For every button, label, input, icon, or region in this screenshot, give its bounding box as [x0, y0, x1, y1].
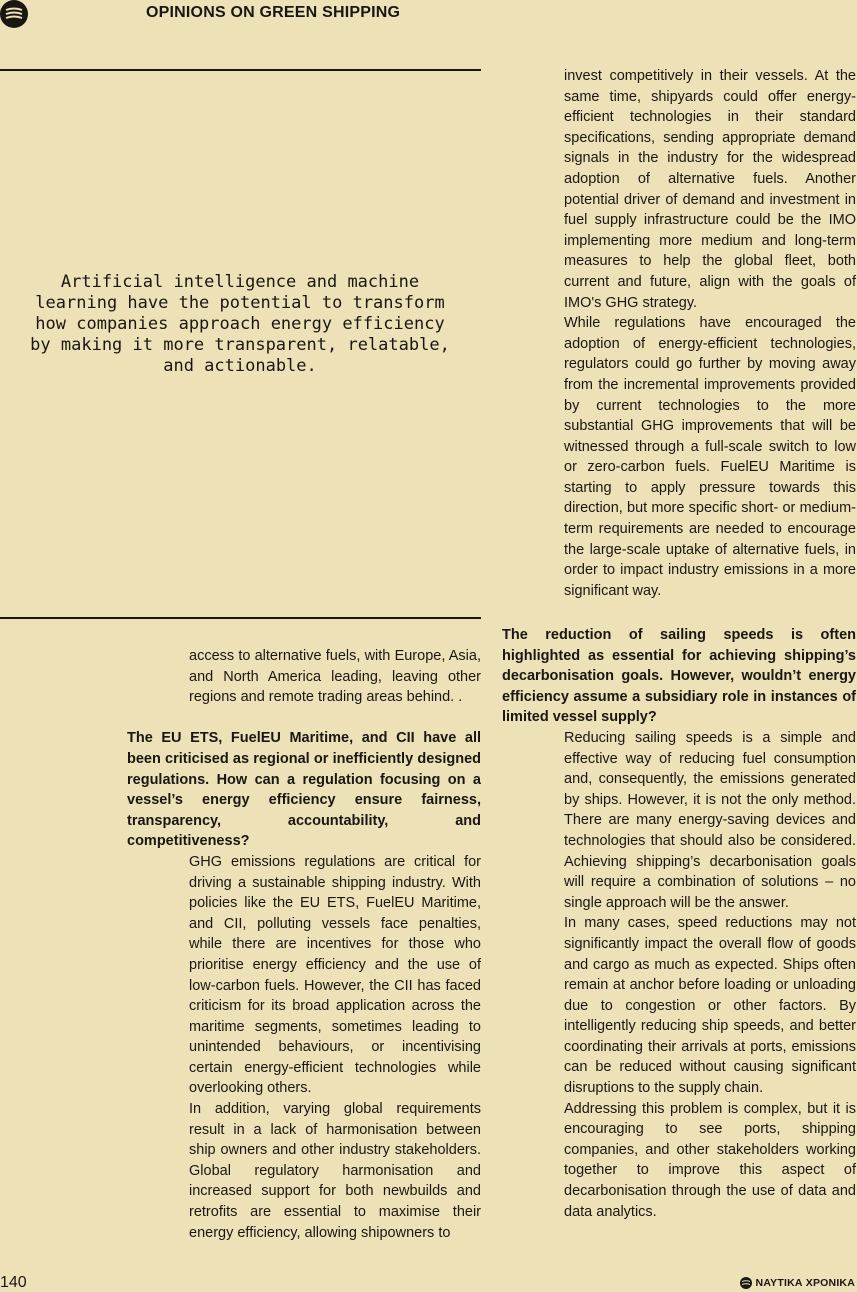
footer-brand [740, 1277, 855, 1289]
left-column [127, 646, 481, 1243]
right-paragraph-1: invest competitively in their vessels. At the same time, shipyards could offer energy-efficient technologies in their standard specifications, sending appropriate demand signals in the industry for the widespread adoption of alternative fuels. Another potential driver of demand and investment in fuel supply infrastructure could be the IMO implementing more medium and long-term measures to help the global fleet, both current and future, align with the goals of IMO's GHG strategy. [564, 68, 856, 311]
bottom-divider [0, 617, 481, 619]
right-paragraph-3: Reducing sailing speeds is a simple and effective way of reducing fuel consumption and, consequently, the emissions generated by ships. However, it is not the only method. There are many energy-saving devices and technologies that should also be considered. Achieving shipping’s decarbonisation goals will require a combination of solutions – no single approach will be the answer. [564, 729, 856, 911]
page-number: 140 [0, 1274, 27, 1291]
left-paragraph-1: access to alternative fuels, with Europe, Asia, and North America leading, leaving other regions and remote trading areas behind. . [189, 648, 481, 706]
right-column-bottom [502, 625, 856, 1222]
pullquote: Artificial intelligence and machine learning have the potential to transform how companies approach energy efficiency by making it more transparent, relatable, and actionable. [30, 272, 450, 376]
right-paragraph-2: While regulations have encouraged the adoption of energy-efficient technologies, regulators could go further by moving away from the incremental improvements provided by current technologies to the more substantial GHG improvements that will be witnessed through a full-scale switch to low or zero-carbon fuels. FuelEU Maritime is starting to apply pressure towards this direction, but more specific short- or medium-term requirements are needed to encourage the large-scale uptake of alternative fuels, in order to impact industry emissions in a more significant way. [564, 315, 856, 599]
section-title: OPINIONS ON GREEN SHIPPING [146, 4, 401, 21]
right-paragraph-5: Addressing this problem is complex, but it is encouraging to see ports, shipping companies, and other stakeholders working together to improve this aspect of decarbonisation through the use of data and data analytics. [564, 1100, 856, 1220]
top-divider [0, 69, 481, 71]
right-column-top [564, 66, 856, 601]
left-paragraph-3: In addition, varying global requirements result in a lack of harmonisation between ship owners and other industry stakeholders. Global regulatory harmonisation and increased support for both newbuilds and retrofits are essential to maximise their energy efficiency, allowing shipowners to [189, 1101, 481, 1241]
publication-logo-icon [0, 0, 28, 28]
right-paragraph-4: In many cases, speed reductions may not significantly impact the overall flow of goods and cargo as much as expected. Ships often remain at anchor before loading or unloading due to congestion or other factors. By intelligently reducing ship speeds, and better coordinating their arrivals at ports, emissions can be reduced without causing significant disruptions to the supply chain. [564, 915, 856, 1097]
left-question-1: The EU ETS, FuelEU Maritime, and CII have all been criticised as regional or inefficiently designed regulations. How can a regulation focusing on a vessel’s energy efficiency ensure fairness, transparency, accountability, and competitiveness? [127, 730, 481, 850]
right-question-1: The reduction of sailing speeds is often highlighted as essential for achieving shipping’s decarbonisation goals. However, wouldn’t energy efficiency assume a subsidiary role in instances of limited vessel supply? [502, 627, 856, 726]
left-paragraph-2: GHG emissions regulations are critical for driving a sustainable shipping industry. With policies like the EU ETS, FuelEU Maritime, and CII, polluting vessels face penalties, while there are incentives for those who prioritise energy efficiency and the use of low-carbon fuels. However, the CII has faced criticism for its broad application across the maritime segments, sometimes leading to unintended behaviours, or incentivising certain energy-efficient technologies while overlooking others. [189, 853, 481, 1097]
brand-logo-icon [740, 1277, 752, 1289]
brand-name: ΝΑΥΤΙΚΑ ΧΡΟΝΙΚΑ [755, 1277, 855, 1289]
